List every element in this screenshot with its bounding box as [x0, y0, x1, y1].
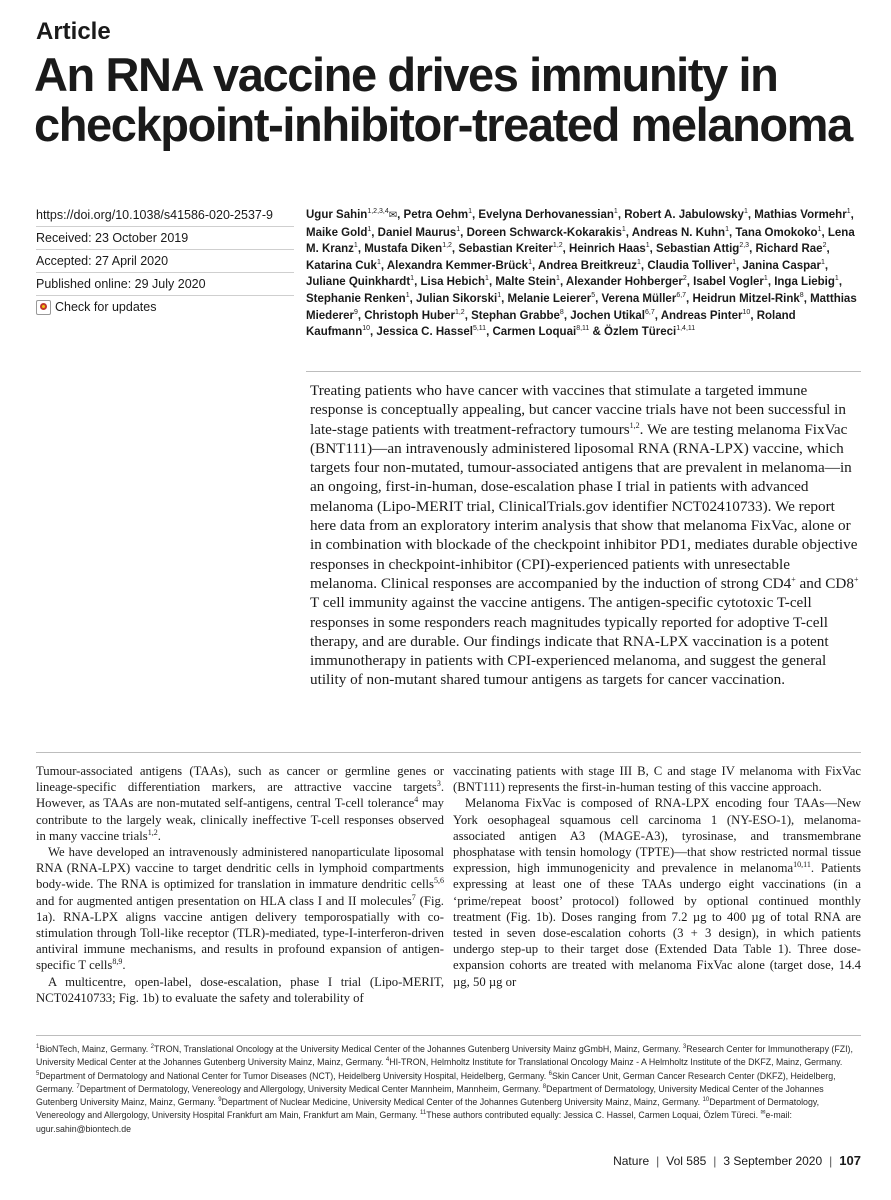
body-column-left [36, 763, 444, 1006]
text-run: . However, as TAAs are non-mutated self-antigens, central T-cell tolerance [36, 780, 444, 811]
author-name-text: Stephanie Renken [306, 292, 406, 305]
text-run: A multicentre, open-label, dose-escalation, phase I trial (Lipo-MERIT, NCT02410733; Fig. 1b) to evaluate the safety and tolerability of [36, 974, 444, 1005]
author-name [364, 310, 464, 322]
author-name [754, 209, 850, 221]
author-name-text: Sebastian Kreiter [458, 243, 553, 256]
page-number: 107 [839, 1153, 861, 1168]
author-name-text: Lena M. Kranz [306, 226, 855, 256]
author-name-text: Claudia Tolliver [647, 259, 733, 272]
affiliation-superscript: 6,7 [676, 292, 687, 300]
affiliation-superscript: 2,3 [739, 242, 750, 250]
doi-link[interactable]: https://doi.org/10.1038/s41586-020-2537-9 [36, 204, 294, 227]
citation-superscript: 10 [702, 1097, 710, 1104]
author-name-text: Tana Omokoko [735, 226, 818, 239]
citation-superscript: 3 [682, 1044, 687, 1051]
author-name [742, 260, 825, 272]
citation-superscript: 7 [76, 1083, 80, 1090]
text-run: . [157, 828, 161, 843]
text-run: Tumour-associated antigens (TAAs), such as cancer or germline genes or lineage-specific differentiation markers, are attractive vaccine targets [36, 764, 444, 795]
author-name-text: Christoph Huber [364, 309, 455, 322]
author-name [692, 293, 803, 305]
author-name [467, 227, 626, 239]
body-paragraph [36, 763, 444, 844]
affiliation-superscript: 10 [362, 325, 371, 333]
author-name-text: Richard Rae [755, 243, 823, 256]
affiliation-superscript: 1,2 [454, 308, 465, 316]
affiliation-superscript: 1 [834, 275, 839, 283]
affiliation-superscript: 1 [376, 258, 381, 266]
body-paragraph [36, 844, 444, 974]
check-for-updates-label: Check for updates [55, 300, 157, 314]
author-name [632, 227, 729, 239]
author-name [569, 243, 650, 255]
affiliation-superscript: 9 [353, 308, 358, 316]
author-name [306, 293, 410, 305]
author-name-text: Alexandra Kemmer-Brück [386, 259, 529, 272]
author-name-text: Mustafa Diken [364, 243, 443, 256]
affiliation-superscript: 1,4,11 [676, 325, 696, 333]
author-name-text: Carmen Loquai [492, 326, 577, 339]
author-name [495, 276, 560, 288]
text-run: HI-TRON, Helmholtz Institute for Translational Oncology Mainz - A Helmholtz Institute of the DKFZ, Mainz, Germany. [389, 1057, 843, 1068]
author-name-text: Stephan Grabbe [471, 309, 560, 322]
affiliation-superscript: 1 [456, 225, 461, 233]
citation-superscript: 3 [436, 778, 441, 788]
affiliation-superscript: 6,7 [645, 308, 655, 316]
author-name [492, 326, 589, 338]
text-run: Treating patients who have cancer with vaccines that stimulate a targeted immune response is conceptually appealing, but cancer vaccine trials have not been successful in late-stage patients with treatment-refractory tumours [310, 382, 846, 438]
citation-superscript: 1 [36, 1044, 40, 1051]
text-run: TRON, Translational Oncology at the University Medical Center of the Johannes Gutenberg University Mainz gGmbH, Mainz, Germany. [154, 1044, 683, 1054]
author-name-text: Doreen Schwarck-Kokarakis [466, 226, 622, 239]
affiliation-superscript: 2 [822, 242, 827, 250]
affiliation-superscript: 1 [485, 275, 489, 283]
affiliation-superscript: 10 [742, 308, 751, 316]
affiliation-superscript: 1 [613, 208, 618, 216]
affiliation-superscript: 1 [528, 258, 532, 266]
text-run: T cell immunity against the vaccine antigens. The antigen-specific cytotoxic T-cell responses in some responders reach magnitudes typically reported for adoptive T-cell therapy, and are durable. Our findings indicate that RNA-LPX vaccination is a potent immunotherapy in patients with CPI-experienced melanoma, and suggest the general utility of non-mutant shared tumour antigens as targets for cancer vaccination. [310, 594, 829, 689]
author-name [306, 276, 414, 288]
author-name [420, 276, 488, 288]
affiliation-superscript: 1 [817, 225, 822, 233]
author-name-text: Andreas N. Kuhn [631, 226, 726, 239]
author-name-text: Roland Kaufmann [306, 309, 796, 339]
author-name-text: Heidrun Mitzel-Rink [692, 292, 800, 305]
citation-superscript: ✉ [760, 1110, 766, 1117]
author-name-text: Malte Stein [495, 276, 557, 289]
author-name-text: Özlem Türeci [604, 326, 677, 339]
author-name [471, 310, 564, 322]
citation-superscript: 11 [419, 1110, 427, 1117]
citation-superscript: + [791, 574, 796, 584]
author-name-text: Isabel Vogler [693, 276, 764, 289]
issue-date: 3 September 2020 [723, 1154, 823, 1168]
affiliation-superscript: 1 [637, 258, 641, 266]
body-paragraph [453, 763, 861, 795]
body-divider [36, 752, 861, 753]
text-run: We have developed an intravenously administered nanoparticulate liposomal RNA (RNA-LPX) vaccine to target dendritic cells in lymphoid compartments body-wide. The RNA is optimized for translation in immature dendritic cells [36, 845, 444, 892]
author-name [458, 243, 562, 255]
author-name-text: Lisa Hebich [420, 276, 486, 289]
author-name [570, 310, 655, 322]
text-run: Skin Cancer Unit, German Cancer Research Center (DKFZ), Heidelberg, Germany. [36, 1070, 836, 1094]
author-name [507, 293, 595, 305]
volume: Vol 585 [666, 1154, 707, 1168]
author-name [306, 260, 381, 272]
accepted-date: Accepted: 27 April 2020 [36, 250, 294, 273]
affiliation-superscript: 1 [821, 258, 825, 266]
body-paragraph [36, 974, 444, 1006]
text-run: (Fig. 1a). RNA-LPX aligns vaccine antigen delivery temporospatially with co-stimulation through Toll-like receptor (TLR)-mediated, type-I-interferon-driven antiviral immune mechanisms, and results in profound expansion of antigen-specific T cells [36, 893, 444, 973]
affiliation-superscript: 1,2 [552, 242, 563, 250]
text-run: may contribute to the largely weak, clinically ineffective T-cell responses observed in many vaccine trials [36, 796, 444, 843]
text-run: vaccinating patients with stage III B, C and stage IV melanoma with FixVac (BNT111) represents the first-in-human testing of this vaccine approach. [453, 764, 861, 795]
author-name-text: Daniel Maurus [377, 226, 457, 239]
mail-icon: ✉ [388, 210, 398, 221]
text-run: . Patients expressing at least one of these TAAs undergo eight vaccinations (in a ‘prime/repeat boost’ protocol) followed by optional continued monthly treatment (Fig. 1b). Doses ranging from 7.2 µg to 400 µg of total RNA are tested in seven dose-escalation cohorts (3 + 3 design), in which patients undergo step-up to their target dose (Extended Data Table 1). Three dose-expansion cohorts are treated with melanoma FixVac alone (target dose, 14.4 µg, 50 µg or [453, 861, 861, 989]
affiliation-superscript: 1 [367, 225, 372, 233]
text-run: and CD8 [795, 574, 854, 592]
author-name-text: Heinrich Haas [569, 243, 646, 256]
author-name [416, 293, 501, 305]
affiliation-superscript: 1 [556, 275, 560, 283]
citation-superscript: 9 [218, 1097, 222, 1104]
affiliation-superscript: 1 [725, 225, 729, 233]
author-name [378, 227, 461, 239]
text-run: Department of Dermatology, Venereology and Allergology, University Medical Center Mannheim, Mannheim, Germany. [79, 1083, 543, 1094]
article-metadata [36, 204, 294, 318]
author-name-text: Katarina Cuk [306, 259, 377, 272]
affiliation-superscript: 1 [410, 275, 415, 283]
crossmark-icon [36, 300, 51, 315]
author-name-text: Matthias Miederer [306, 292, 857, 322]
text-run: . We are testing melanoma FixVac (BNT111)—an intravenously administered liposomal RNA (RNA-LPX) vaccine, which targets four non-mutated, tumour-associated antigens that are prevalent in melanoma—in an ongoing, first-in-human, dose-escalation phase I trial in patients with advanced melanoma (Lipo-MERIT trial, ClinicalTrials.gov identifier NCT02410733). We report here data from an exploratory interim analysis that show that melanoma FixVac, alone or in combination with blockade of the checkpoint inhibitor PD1, mediates durable objective responses in checkpoint-inhibitor (CPI)-experienced patients with unresectable melanoma. Clinical responses are accompanied by the induction of strong CD4 [310, 420, 858, 592]
affiliation-superscript: 1 [621, 225, 626, 233]
author-name-text: Julian Sikorski [416, 292, 498, 305]
citation-superscript: 5,6 [434, 876, 444, 886]
article-title: An RNA vaccine drives immunity in checkpoint-inhibitor-treated melanoma [34, 48, 852, 151]
body-column-right [453, 763, 861, 990]
author-name-text: Andrea Breitkreuz [537, 259, 638, 272]
affiliation-superscript: 1 [846, 208, 851, 216]
abstract [310, 381, 860, 690]
text-run: Melanoma FixVac is composed of RNA-LPX encoding four TAAs—New York oesophageal squamous cell carcinoma 1 (NY-ESO-1), melanoma-associated antigen A3 (MAGE-A3), tyrosinase, and transmembrane phosphatase with tensin homology (TPTE)—that show restricted normal tissue expression, high immunogenicity and prevalence in melanoma [453, 796, 861, 876]
author-name-text: Melanie Leierer [507, 292, 592, 305]
author-name [306, 227, 371, 239]
citation-superscript: 7 [411, 892, 416, 902]
received-date: Received: 23 October 2019 [36, 227, 294, 250]
author-name-text: Juliane Quinkhardt [306, 276, 411, 289]
author-name [376, 326, 486, 338]
text-run: BioNTech, Mainz, Germany. [39, 1044, 151, 1054]
affiliation-superscript: 1,2,3,4 [367, 208, 389, 216]
text-run: Research Center for Immunotherapy (FZI), University Medical Center at the Johannes Gutenberg University Mainz, Mainz, Germany. [36, 1044, 853, 1068]
text-run: Department of Dermatology, Venereology and Allergology, University Hospital Frankfurt am Main, Frankfurt am Main, Germany. [36, 1097, 820, 1121]
body-paragraph [453, 795, 861, 989]
article-type-label: Article [36, 18, 111, 45]
author-name [755, 243, 826, 255]
affiliation-superscript: 1 [743, 208, 748, 216]
author-name-text: Inga Liebig [774, 276, 835, 289]
citation-superscript: + [853, 574, 859, 584]
author-name [566, 276, 687, 288]
text-run: These authors contributed equally: Jessica C. Hassel, Carmen Loquai, Özlem Türeci. [426, 1110, 761, 1121]
author-name-text: Maike Gold [306, 226, 368, 239]
affiliation-superscript: 8 [559, 308, 564, 316]
affiliation-superscript: 2 [682, 275, 687, 283]
author-name-text: Andreas Pinter [660, 309, 743, 322]
author-name [693, 276, 768, 288]
footnote-divider [36, 1035, 861, 1036]
citation-superscript: 2 [150, 1044, 154, 1051]
author-name [656, 243, 749, 255]
author-name [387, 260, 532, 272]
author-name-text: Jochen Utikal [570, 309, 645, 322]
author-name-text: Ugur Sahin [306, 209, 368, 221]
published-date: Published online: 29 July 2020 [36, 273, 294, 296]
affiliation-superscript: 1 [732, 258, 736, 266]
author-name [364, 243, 452, 255]
citation-superscript: 4 [414, 795, 419, 805]
journal-name: Nature [613, 1154, 650, 1168]
text-run: Department of Nuclear Medicine, University Medical Center of the Johannes Gutenberg University Mainz, Mainz, Germany. [221, 1097, 703, 1108]
author-name-text: Jessica C. Hassel [376, 326, 473, 339]
author-name-text: Sebastian Attig [656, 243, 740, 256]
citation-superscript: 10,11 [793, 859, 811, 869]
page-footer: Nature | Vol 585 | 3 September 2020 | 107 [613, 1153, 861, 1168]
affiliation-superscript: 1 [468, 208, 473, 216]
affiliation-superscript: 1 [497, 292, 502, 300]
author-name [604, 326, 695, 338]
author-name-text: Evelyna Derhovanessian [478, 209, 614, 221]
author-name [306, 209, 397, 221]
author-name [774, 276, 839, 288]
citation-superscript: 8 [542, 1083, 547, 1090]
affiliation-superscript: 8 [799, 292, 804, 300]
affiliation-superscript: 5 [591, 292, 596, 300]
author-name-text: Petra Oehm [403, 209, 469, 221]
affiliation-superscript: 1,2 [442, 242, 452, 250]
text-run: Department of Dermatology and National Center for Tumor Diseases (NCT), Heidelberg University Hospital, Heidelberg, Germany. [39, 1070, 549, 1081]
author-name-text: Alexander Hohberger [565, 276, 683, 289]
author-list: Ugur Sahin$^{1,2,3,4}$✉, Petra Oehm$^1$, Evelyna Derhovanessian$^1$, Robert A. Jabulowsky$^1$, Mathias Vormehr$^1$, Maike Gold$^1$, Daniel Maurus$^1$, Doreen Schwarck-Kokarakis$^1$, Andreas N. Kuhn$^1$, Tana Omokoko$^1$, Lena M. Kranz$^1$, Mustafa Diken$^{1,2}$, Sebastian Kreiter$^{1,2}$, Heinrich Haas$^1$, Sebastian Attig$^{2,3}$, Richard Rae$^2$, Katarina Cuk$^1$, Alexandra Kemmer-Brück$^1$, Andrea Breitkreuz$^1$, Claudia Tolliver$^1$, Janina Caspar$^1$, Juliane Quinkhardt$^1$, Lisa Hebich$^1$, Malte Stein$^1$, Alexander Hohberger$^2$, Isabel Vogler$^1$, Inga Liebig$^1$, Stephanie Renken$^1$, Julian Sikorski$^1$, Melanie Leierer$^5$, Verena Müller$^{6,7}$, Heidrun Mitzel-Rink$^8$, Matthias Miederer$^9$, Christoph Huber$^{1,2}$, Stephan Grabbe$^8$, Jochen Utikal$^{6,7}$, Andreas Pinter$^{10}$, Roland Kaufmann$^{10}$, Jessica C. Hassel$^{5,11}$, Carmen Loquai$^{8,11}$ & Özlem Türeci$^{1,4,11}$ [306, 208, 857, 339]
author-name [478, 209, 617, 221]
affiliations-footnote [36, 1043, 861, 1136]
citation-superscript: 1,2 [147, 827, 158, 837]
abstract-divider [306, 371, 861, 372]
author-name [602, 293, 687, 305]
affiliation-superscript: 1 [405, 292, 410, 300]
affiliation-superscript: 1 [763, 275, 768, 283]
author-name [661, 310, 751, 322]
text-run: and for augmented antigen presentation on HLA class I and II molecules [36, 893, 412, 908]
author-name-text: Robert A. Jabulowsky [624, 209, 744, 221]
author-name [735, 227, 821, 239]
affiliation-superscript: 8,11 [576, 325, 590, 333]
author-name [647, 260, 736, 272]
text-run: e-mail: ugur.sahin@biontech.de [36, 1110, 792, 1134]
affiliation-superscript: 1 [353, 242, 358, 250]
author-name-text: Mathias Vormehr [754, 209, 847, 221]
affiliation-superscript: 5,11 [472, 325, 487, 333]
author-name-text: Verena Müller [601, 292, 677, 305]
author-name-text: Janina Caspar [742, 259, 822, 272]
affiliation-superscript: 1 [645, 242, 650, 250]
author-name [404, 209, 472, 221]
author-name [538, 260, 641, 272]
text-run: . [122, 958, 126, 973]
citation-superscript: 8,9 [112, 957, 123, 967]
check-for-updates-button[interactable] [36, 296, 294, 318]
citation-superscript: 5 [36, 1070, 40, 1077]
citation-superscript: 4 [385, 1057, 390, 1064]
text-run: Department of Dermatology, University Medical Center of the Johannes Gutenberg University Mainz, Mainz, Germany. [36, 1083, 824, 1108]
citation-superscript: 6 [548, 1070, 552, 1077]
author-name [624, 209, 748, 221]
citation-superscript: 1,2 [629, 420, 640, 430]
